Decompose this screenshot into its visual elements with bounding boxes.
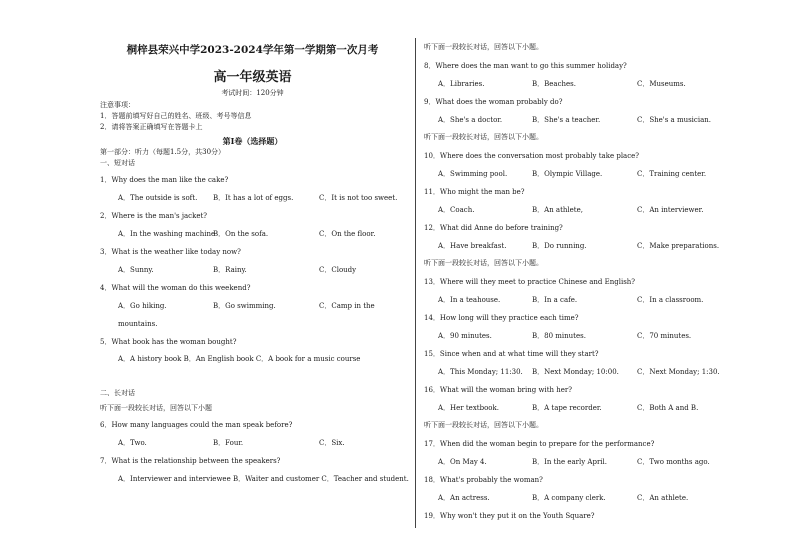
note-item-2: 2．请将答案正确填写在答题卡上	[100, 123, 203, 131]
q15-option-b: B．Next Monday; 10:00.	[532, 368, 619, 376]
question-6: 6．How many languages could the man speak before?	[100, 421, 293, 429]
listen-instruction-2: 听下面一段较长对话，回答以下小题。	[424, 133, 543, 141]
q10-option-b: B．Olympic Village.	[532, 170, 603, 178]
q17-option-b: B．In the early April.	[532, 458, 607, 466]
q9-option-c: C．She's a musician.	[637, 116, 711, 124]
q8-option-c: C．Museums.	[637, 80, 686, 88]
part1-heading: 第一部分：听力（每题1.5分，共30分）	[100, 148, 226, 156]
q16-option-a: A．Her textbook.	[438, 404, 499, 412]
question-15: 15．Since when and at what time will they start?	[424, 350, 599, 358]
listen-instruction: 听下面一段较长对话，回答以下小题	[100, 404, 212, 412]
listen-instruction-3: 听下面一段较长对话，回答以下小题。	[424, 259, 543, 267]
q13-option-a: A．In a teahouse.	[438, 296, 501, 304]
question-8: 8．Where does the man want to go this summer holiday?	[424, 62, 627, 70]
question-5: 5．What book has the woman bought?	[100, 338, 237, 346]
q14-option-c: C．70 minutes.	[637, 332, 692, 340]
q12-option-b: B．Do running.	[532, 242, 587, 250]
q6-option-c: C．Six.	[319, 439, 345, 447]
question-1: 1．Why does the man like the cake?	[100, 176, 229, 184]
question-10: 10．Where does the conversation most probably take place?	[424, 152, 640, 160]
right-column	[424, 0, 724, 560]
q14-option-a: A．90 minutes.	[438, 332, 492, 340]
q6-option-a: A．Two.	[118, 439, 147, 447]
q13-option-b: B．In a cafe.	[532, 296, 578, 304]
q10-option-a: A．Swimming pool.	[438, 170, 508, 178]
note-item-1: 1．答题前填写好自己的姓名、班级、考号等信息	[100, 112, 252, 120]
question-14: 14．How long will they practice each time?	[424, 314, 579, 322]
q16-option-b: B．A tape recorder.	[532, 404, 602, 412]
q9-option-b: B．She's a teacher.	[532, 116, 601, 124]
q16-option-c: C．Both A and B.	[637, 404, 699, 412]
q1-option-b: B．It has a lot of eggs.	[213, 194, 294, 202]
question-11: 11．Who might the man be?	[424, 188, 525, 196]
q18-option-c: C．An athlete.	[637, 494, 689, 502]
q2-option-b: B．On the sofa.	[213, 230, 269, 238]
q11-option-a: A．Coach.	[438, 206, 475, 214]
q6-option-b: B．Four.	[213, 439, 244, 447]
q18-option-a: A．An actress.	[438, 494, 490, 502]
section2-heading: 二、长对话	[100, 389, 135, 397]
question-19: 19．Why won't they put it on the Youth Square?	[424, 512, 595, 520]
q8-option-a: A．Libraries.	[438, 80, 485, 88]
subject-title: 高一年级英语	[213, 70, 292, 85]
q13-option-c: C．In a classroom.	[637, 296, 704, 304]
q11-option-b: B．An athlete,	[532, 206, 583, 214]
q12-option-c: C．Make preparations.	[637, 242, 720, 250]
volume-title: 第Ⅰ卷（选择题）	[222, 136, 283, 146]
q18-option-b: B．A company clerk.	[532, 494, 606, 502]
q4-option-b: B．Go swimming.	[213, 302, 276, 310]
q2-option-a: A．In the washing machine	[118, 230, 216, 238]
listen-instruction-4: 听下面一段较长对话，回答以下小题。	[424, 421, 543, 429]
q15-option-a: A．This Monday; 11:30.	[438, 368, 523, 376]
notes-heading: 注意事项：	[100, 101, 135, 109]
q10-option-c: C．Training center.	[637, 170, 707, 178]
q3-option-a: A．Sunny.	[118, 266, 154, 274]
question-18: 18．What's probably the woman?	[424, 476, 543, 484]
question-17: 17．When did the woman begin to prepare for the performance?	[424, 440, 655, 448]
q3-option-c: C．Cloudy	[319, 266, 357, 274]
q2-option-c: C．On the floor.	[319, 230, 376, 238]
left-column	[100, 0, 409, 560]
q17-option-a: A．On May 4.	[438, 458, 487, 466]
q14-option-b: B．80 minutes.	[532, 332, 586, 340]
q1-option-a: A．The outside is soft.	[118, 194, 198, 202]
question-16: 16．What will the woman bring with her?	[424, 386, 573, 394]
question-13: 13．Where will they meet to practice Chinese and English?	[424, 278, 636, 286]
section1-heading: 一、短对话	[100, 159, 135, 167]
listen-instruction-top: 听下面一段较长对话，回答以下小题。	[424, 43, 543, 51]
q15-option-c: C．Next Monday; 1:30.	[637, 368, 720, 376]
q4-option-c-wrap: mountains.	[118, 320, 158, 328]
q5-options: A．A history book B．An English book C．A book for a music course	[118, 355, 361, 363]
q8-option-b: B．Beaches.	[532, 80, 576, 88]
question-3: 3．What is the weather like today now?	[100, 248, 241, 256]
q1-option-c: C．It is not too sweet.	[319, 194, 398, 202]
q11-option-c: C．An interviewer.	[637, 206, 704, 214]
q3-option-b: B．Rainy.	[213, 266, 247, 274]
q7-options: A．Interviewer and interviewee B．Waiter and customer C．Teacher and student.	[118, 475, 409, 483]
exam-time: 考试时间：120分钟	[221, 89, 284, 97]
question-4: 4．What will the woman do this weekend?	[100, 284, 251, 292]
question-7: 7．What is the relationship between the speakers?	[100, 457, 281, 465]
question-9: 9．What does the woman probably do?	[424, 98, 563, 106]
question-12: 12．What did Anne do before training?	[424, 224, 563, 232]
question-2: 2．Where is the man's jacket?	[100, 212, 208, 220]
q4-option-c: C．Camp in the	[319, 302, 375, 310]
q9-option-a: A．She's a doctor.	[438, 116, 503, 124]
q17-option-c: C．Two months ago.	[637, 458, 710, 466]
q12-option-a: A．Have breakfast.	[438, 242, 507, 250]
q4-option-a: A．Go hiking.	[118, 302, 167, 310]
column-divider	[415, 38, 416, 528]
school-title: 桐梓县荣兴中学2023-2024学年第一学期第一次月考	[126, 44, 379, 56]
